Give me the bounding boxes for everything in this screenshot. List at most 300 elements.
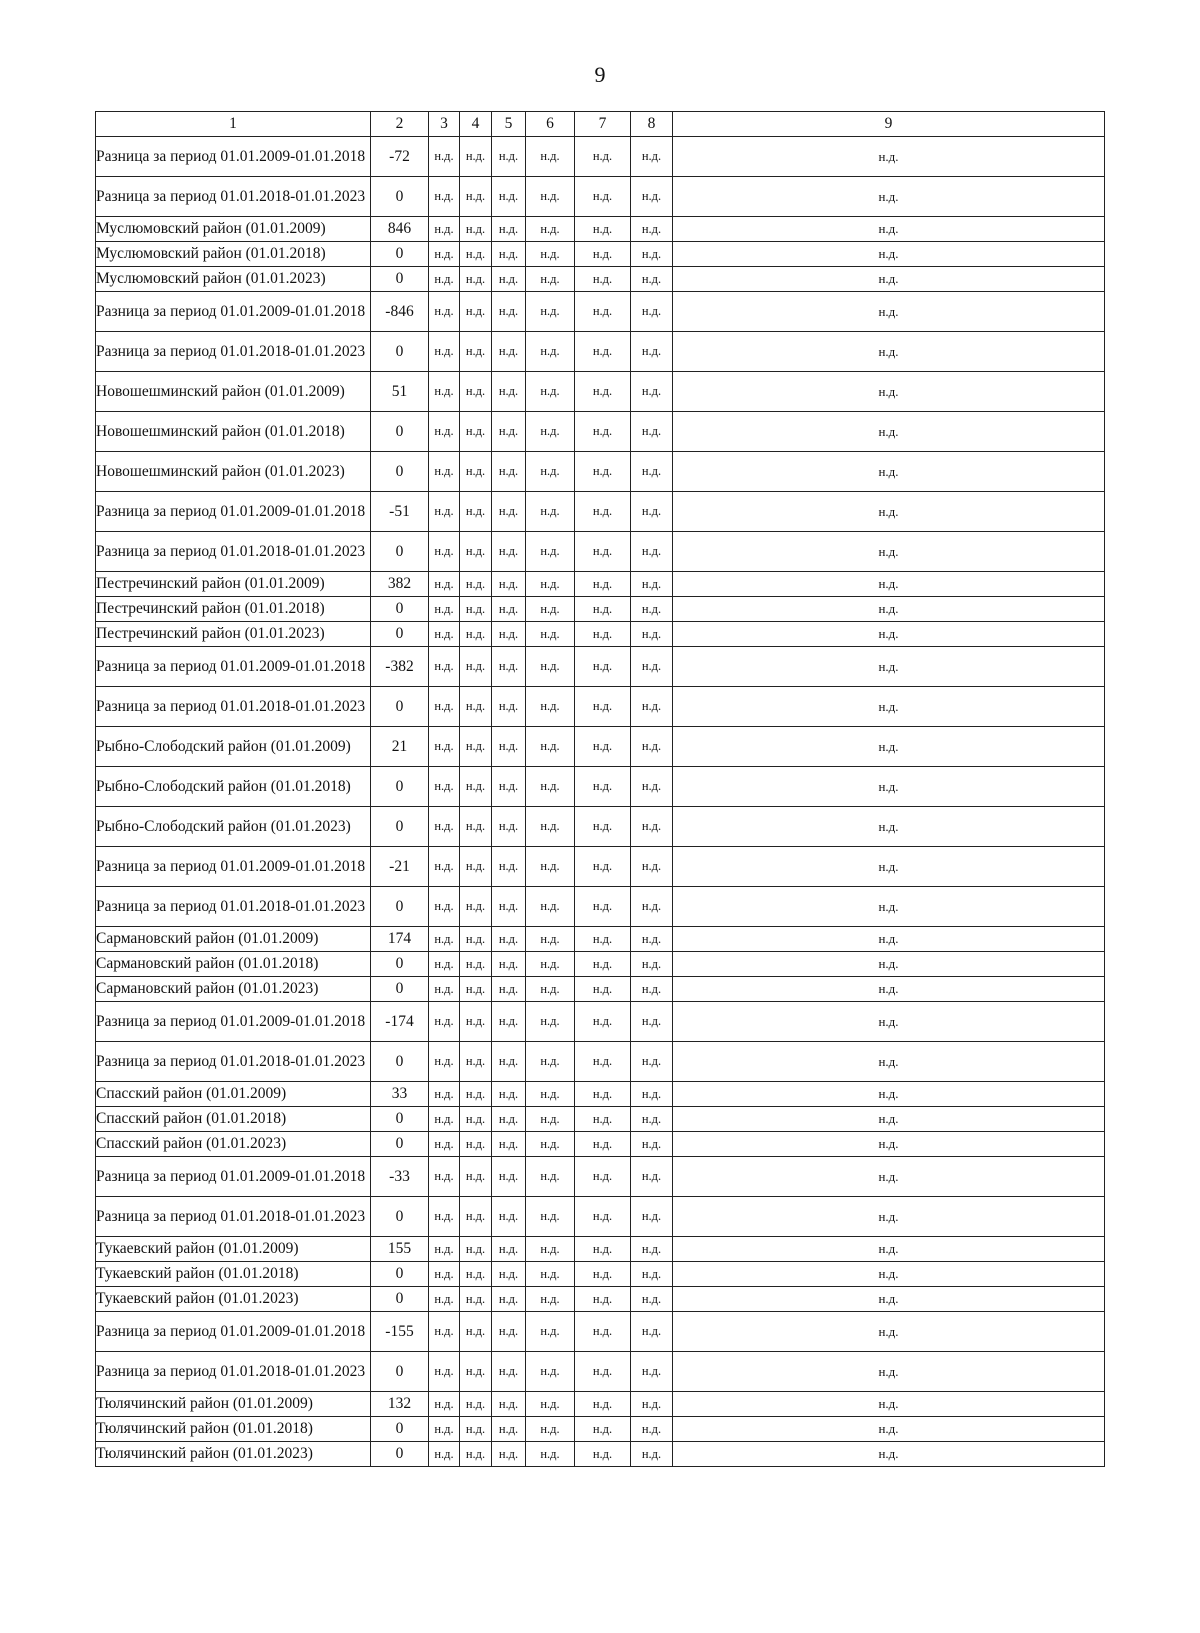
no-data-cell: н.д.	[429, 622, 460, 647]
no-data-cell: н.д.	[492, 572, 526, 597]
table-row	[96, 452, 1105, 492]
no-data-cell: н.д.	[575, 727, 631, 767]
no-data-cell: н.д.	[460, 1197, 492, 1237]
no-data-cell: н.д.	[460, 177, 492, 217]
no-data-cell: н.д.	[460, 1442, 492, 1467]
no-data-cell: н.д.	[492, 952, 526, 977]
no-data-cell: н.д.	[429, 1352, 460, 1392]
row-value: 0	[371, 687, 429, 727]
no-data-cell: н.д.	[492, 1237, 526, 1262]
no-data-cell: н.д.	[673, 1262, 1105, 1287]
header-cell: 2	[371, 112, 429, 137]
no-data-cell: н.д.	[460, 1417, 492, 1442]
header-cell: 6	[526, 112, 575, 137]
no-data-cell: н.д.	[492, 1132, 526, 1157]
row-value: 0	[371, 807, 429, 847]
no-data-cell: н.д.	[429, 217, 460, 242]
no-data-cell: н.д.	[575, 217, 631, 242]
no-data-cell: н.д.	[460, 1082, 492, 1107]
row-value: 174	[371, 927, 429, 952]
table-row	[96, 927, 1105, 952]
no-data-cell: н.д.	[631, 452, 673, 492]
row-label: Муслюмовский район (01.01.2018)	[96, 242, 371, 267]
table-row	[96, 177, 1105, 217]
no-data-cell: н.д.	[460, 887, 492, 927]
no-data-cell: н.д.	[492, 647, 526, 687]
no-data-cell: н.д.	[492, 767, 526, 807]
no-data-cell: н.д.	[575, 1157, 631, 1197]
no-data-cell: н.д.	[575, 977, 631, 1002]
no-data-cell: н.д.	[492, 1107, 526, 1132]
table-row	[96, 952, 1105, 977]
no-data-cell: н.д.	[429, 1237, 460, 1262]
table-row	[96, 597, 1105, 622]
row-label: Пестречинский район (01.01.2009)	[96, 572, 371, 597]
no-data-cell: н.д.	[526, 137, 575, 177]
no-data-cell: н.д.	[673, 332, 1105, 372]
row-label: Разница за период 01.01.2009-01.01.2018	[96, 1002, 371, 1042]
no-data-cell: н.д.	[575, 622, 631, 647]
row-value: -51	[371, 492, 429, 532]
row-label: Новошешминский район (01.01.2023)	[96, 452, 371, 492]
no-data-cell: н.д.	[429, 1287, 460, 1312]
no-data-cell: н.д.	[492, 532, 526, 572]
row-value: 0	[371, 1287, 429, 1312]
no-data-cell: н.д.	[673, 767, 1105, 807]
no-data-cell: н.д.	[526, 532, 575, 572]
header-cell: 1	[96, 112, 371, 137]
row-value: 0	[371, 1132, 429, 1157]
row-value: 0	[371, 332, 429, 372]
header-cell: 3	[429, 112, 460, 137]
no-data-cell: н.д.	[673, 492, 1105, 532]
no-data-cell: н.д.	[460, 242, 492, 267]
no-data-cell: н.д.	[429, 647, 460, 687]
row-label: Спасский район (01.01.2009)	[96, 1082, 371, 1107]
no-data-cell: н.д.	[673, 1312, 1105, 1352]
no-data-cell: н.д.	[492, 1442, 526, 1467]
no-data-cell: н.д.	[631, 1082, 673, 1107]
no-data-cell: н.д.	[673, 687, 1105, 727]
no-data-cell: н.д.	[673, 1442, 1105, 1467]
row-label: Разница за период 01.01.2018-01.01.2023	[96, 1197, 371, 1237]
table-row	[96, 807, 1105, 847]
row-label: Разница за период 01.01.2018-01.01.2023	[96, 532, 371, 572]
table-row	[96, 217, 1105, 242]
row-value: 0	[371, 1442, 429, 1467]
no-data-cell: н.д.	[492, 137, 526, 177]
no-data-cell: н.д.	[492, 292, 526, 332]
no-data-cell: н.д.	[429, 1417, 460, 1442]
no-data-cell: н.д.	[575, 952, 631, 977]
no-data-cell: н.д.	[673, 217, 1105, 242]
no-data-cell: н.д.	[460, 1042, 492, 1082]
no-data-cell: н.д.	[526, 292, 575, 332]
no-data-cell: н.д.	[575, 1082, 631, 1107]
row-value: 0	[371, 887, 429, 927]
no-data-cell: н.д.	[429, 572, 460, 597]
no-data-cell: н.д.	[526, 1002, 575, 1042]
no-data-cell: н.д.	[575, 572, 631, 597]
no-data-cell: н.д.	[673, 1042, 1105, 1082]
no-data-cell: н.д.	[429, 177, 460, 217]
no-data-cell: н.д.	[460, 217, 492, 242]
row-label: Сармановский район (01.01.2018)	[96, 952, 371, 977]
no-data-cell: н.д.	[631, 597, 673, 622]
no-data-cell: н.д.	[673, 727, 1105, 767]
no-data-cell: н.д.	[575, 267, 631, 292]
table-row	[96, 687, 1105, 727]
no-data-cell: н.д.	[631, 1237, 673, 1262]
no-data-cell: н.д.	[526, 1352, 575, 1392]
no-data-cell: н.д.	[575, 292, 631, 332]
row-value: -33	[371, 1157, 429, 1197]
no-data-cell: н.д.	[575, 1287, 631, 1312]
no-data-cell: н.д.	[526, 1082, 575, 1107]
no-data-cell: н.д.	[492, 1002, 526, 1042]
row-label: Рыбно-Слободский район (01.01.2018)	[96, 767, 371, 807]
no-data-cell: н.д.	[631, 927, 673, 952]
no-data-cell: н.д.	[631, 767, 673, 807]
row-value: 0	[371, 767, 429, 807]
row-value: 21	[371, 727, 429, 767]
row-label: Разница за период 01.01.2009-01.01.2018	[96, 647, 371, 687]
row-label: Разница за период 01.01.2018-01.01.2023	[96, 687, 371, 727]
no-data-cell: н.д.	[575, 1197, 631, 1237]
no-data-cell: н.д.	[631, 647, 673, 687]
no-data-cell: н.д.	[492, 847, 526, 887]
table-row	[96, 1352, 1105, 1392]
no-data-cell: н.д.	[460, 372, 492, 412]
row-value: -846	[371, 292, 429, 332]
no-data-cell: н.д.	[460, 597, 492, 622]
no-data-cell: н.д.	[575, 1002, 631, 1042]
no-data-cell: н.д.	[460, 727, 492, 767]
no-data-cell: н.д.	[575, 137, 631, 177]
no-data-cell: н.д.	[631, 1042, 673, 1082]
row-value: 0	[371, 412, 429, 452]
no-data-cell: н.д.	[429, 532, 460, 572]
table-row	[96, 622, 1105, 647]
no-data-cell: н.д.	[429, 1157, 460, 1197]
no-data-cell: н.д.	[631, 217, 673, 242]
row-label: Тюлячинский район (01.01.2018)	[96, 1417, 371, 1442]
no-data-cell: н.д.	[429, 1442, 460, 1467]
no-data-cell: н.д.	[673, 1417, 1105, 1442]
no-data-cell: н.д.	[429, 597, 460, 622]
no-data-cell: н.д.	[492, 492, 526, 532]
row-label: Разница за период 01.01.2018-01.01.2023	[96, 1352, 371, 1392]
row-value: 382	[371, 572, 429, 597]
table-row	[96, 1002, 1105, 1042]
no-data-cell: н.д.	[673, 807, 1105, 847]
table-row	[96, 1237, 1105, 1262]
table-row	[96, 977, 1105, 1002]
table-row	[96, 292, 1105, 332]
no-data-cell: н.д.	[526, 952, 575, 977]
no-data-cell: н.д.	[631, 1197, 673, 1237]
no-data-cell: н.д.	[492, 217, 526, 242]
no-data-cell: н.д.	[492, 1287, 526, 1312]
no-data-cell: н.д.	[460, 687, 492, 727]
row-value: 0	[371, 267, 429, 292]
no-data-cell: н.д.	[673, 887, 1105, 927]
no-data-cell: н.д.	[526, 647, 575, 687]
no-data-cell: н.д.	[673, 1392, 1105, 1417]
no-data-cell: н.д.	[631, 1352, 673, 1392]
row-label: Муслюмовский район (01.01.2009)	[96, 217, 371, 242]
row-value: 846	[371, 217, 429, 242]
row-value: 0	[371, 1262, 429, 1287]
row-value: 155	[371, 1237, 429, 1262]
row-label: Разница за период 01.01.2009-01.01.2018	[96, 847, 371, 887]
table-row	[96, 332, 1105, 372]
no-data-cell: н.д.	[492, 622, 526, 647]
header-cell: 8	[631, 112, 673, 137]
no-data-cell: н.д.	[673, 977, 1105, 1002]
no-data-cell: н.д.	[575, 1262, 631, 1287]
no-data-cell: н.д.	[575, 1442, 631, 1467]
no-data-cell: н.д.	[575, 412, 631, 452]
row-label: Разница за период 01.01.2009-01.01.2018	[96, 1157, 371, 1197]
no-data-cell: н.д.	[429, 137, 460, 177]
no-data-cell: н.д.	[526, 767, 575, 807]
row-label: Тукаевский район (01.01.2023)	[96, 1287, 371, 1312]
no-data-cell: н.д.	[526, 1442, 575, 1467]
no-data-cell: н.д.	[631, 1392, 673, 1417]
row-value: 0	[371, 1107, 429, 1132]
no-data-cell: н.д.	[631, 292, 673, 332]
no-data-cell: н.д.	[526, 1157, 575, 1197]
no-data-cell: н.д.	[429, 1312, 460, 1352]
no-data-cell: н.д.	[460, 412, 492, 452]
no-data-cell: н.д.	[575, 242, 631, 267]
no-data-cell: н.д.	[460, 137, 492, 177]
no-data-cell: н.д.	[575, 1392, 631, 1417]
table-row	[96, 492, 1105, 532]
no-data-cell: н.д.	[526, 1392, 575, 1417]
no-data-cell: н.д.	[526, 372, 575, 412]
no-data-cell: н.д.	[575, 647, 631, 687]
no-data-cell: н.д.	[575, 492, 631, 532]
row-value: 132	[371, 1392, 429, 1417]
no-data-cell: н.д.	[526, 847, 575, 887]
no-data-cell: н.д.	[631, 267, 673, 292]
no-data-cell: н.д.	[526, 1237, 575, 1262]
no-data-cell: н.д.	[526, 242, 575, 267]
row-value: 0	[371, 452, 429, 492]
no-data-cell: н.д.	[460, 1287, 492, 1312]
row-label: Разница за период 01.01.2009-01.01.2018	[96, 292, 371, 332]
no-data-cell: н.д.	[631, 1442, 673, 1467]
no-data-cell: н.д.	[631, 1132, 673, 1157]
row-label: Тюлячинский район (01.01.2023)	[96, 1442, 371, 1467]
no-data-cell: н.д.	[460, 1312, 492, 1352]
no-data-cell: н.д.	[526, 1287, 575, 1312]
no-data-cell: н.д.	[492, 1082, 526, 1107]
row-label: Спасский район (01.01.2023)	[96, 1132, 371, 1157]
no-data-cell: н.д.	[673, 242, 1105, 267]
table-row	[96, 1157, 1105, 1197]
no-data-cell: н.д.	[526, 1197, 575, 1237]
row-value: -382	[371, 647, 429, 687]
no-data-cell: н.д.	[575, 887, 631, 927]
row-value: 33	[371, 1082, 429, 1107]
no-data-cell: н.д.	[673, 847, 1105, 887]
no-data-cell: н.д.	[429, 687, 460, 727]
table-row	[96, 572, 1105, 597]
table-row	[96, 1132, 1105, 1157]
no-data-cell: н.д.	[460, 952, 492, 977]
no-data-cell: н.д.	[460, 767, 492, 807]
no-data-cell: н.д.	[492, 1262, 526, 1287]
no-data-cell: н.д.	[492, 1352, 526, 1392]
no-data-cell: н.д.	[526, 1132, 575, 1157]
no-data-cell: н.д.	[673, 1287, 1105, 1312]
no-data-cell: н.д.	[575, 1132, 631, 1157]
no-data-cell: н.д.	[631, 887, 673, 927]
no-data-cell: н.д.	[429, 267, 460, 292]
row-label: Разница за период 01.01.2009-01.01.2018	[96, 137, 371, 177]
no-data-cell: н.д.	[575, 332, 631, 372]
row-label: Муслюмовский район (01.01.2023)	[96, 267, 371, 292]
no-data-cell: н.д.	[631, 1157, 673, 1197]
no-data-cell: н.д.	[492, 977, 526, 1002]
no-data-cell: н.д.	[673, 597, 1105, 622]
no-data-cell: н.д.	[631, 622, 673, 647]
no-data-cell: н.д.	[526, 572, 575, 597]
no-data-cell: н.д.	[492, 807, 526, 847]
table-row	[96, 1107, 1105, 1132]
no-data-cell: н.д.	[526, 887, 575, 927]
no-data-cell: н.д.	[631, 807, 673, 847]
no-data-cell: н.д.	[673, 572, 1105, 597]
no-data-cell: н.д.	[575, 1042, 631, 1082]
no-data-cell: н.д.	[631, 952, 673, 977]
no-data-cell: н.д.	[460, 532, 492, 572]
no-data-cell: н.д.	[492, 1417, 526, 1442]
no-data-cell: н.д.	[429, 292, 460, 332]
no-data-cell: н.д.	[492, 887, 526, 927]
no-data-cell: н.д.	[460, 1157, 492, 1197]
table-row	[96, 1197, 1105, 1237]
table-row	[96, 532, 1105, 572]
header-cell: 7	[575, 112, 631, 137]
no-data-cell: н.д.	[526, 927, 575, 952]
header-cell: 4	[460, 112, 492, 137]
no-data-cell: н.д.	[526, 1107, 575, 1132]
table-row	[96, 887, 1105, 927]
no-data-cell: н.д.	[429, 977, 460, 1002]
no-data-cell: н.д.	[429, 412, 460, 452]
no-data-cell: н.д.	[460, 292, 492, 332]
no-data-cell: н.д.	[575, 1107, 631, 1132]
no-data-cell: н.д.	[673, 1107, 1105, 1132]
row-value: 0	[371, 1197, 429, 1237]
no-data-cell: н.д.	[429, 242, 460, 267]
no-data-cell: н.д.	[673, 622, 1105, 647]
no-data-cell: н.д.	[631, 847, 673, 887]
table-row	[96, 267, 1105, 292]
no-data-cell: н.д.	[526, 412, 575, 452]
no-data-cell: н.д.	[460, 492, 492, 532]
no-data-cell: н.д.	[492, 1157, 526, 1197]
no-data-cell: н.д.	[631, 1287, 673, 1312]
table-row	[96, 647, 1105, 687]
table-row	[96, 412, 1105, 452]
no-data-cell: н.д.	[673, 952, 1105, 977]
no-data-cell: н.д.	[460, 267, 492, 292]
header-cell: 9	[673, 112, 1105, 137]
table-row	[96, 242, 1105, 267]
no-data-cell: н.д.	[429, 1082, 460, 1107]
no-data-cell: н.д.	[492, 452, 526, 492]
no-data-cell: н.д.	[460, 452, 492, 492]
no-data-cell: н.д.	[492, 1197, 526, 1237]
table-row	[96, 1312, 1105, 1352]
row-label: Разница за период 01.01.2009-01.01.2018	[96, 492, 371, 532]
row-label: Разница за период 01.01.2009-01.01.2018	[96, 1312, 371, 1352]
row-value: -21	[371, 847, 429, 887]
no-data-cell: н.д.	[575, 1312, 631, 1352]
no-data-cell: н.д.	[631, 177, 673, 217]
table-row	[96, 137, 1105, 177]
row-value: 0	[371, 952, 429, 977]
row-value: 0	[371, 622, 429, 647]
row-value: 0	[371, 977, 429, 1002]
no-data-cell: н.д.	[429, 1392, 460, 1417]
table-row	[96, 1262, 1105, 1287]
no-data-cell: н.д.	[429, 492, 460, 532]
row-label: Сармановский район (01.01.2023)	[96, 977, 371, 1002]
row-value: 0	[371, 1042, 429, 1082]
row-value: -155	[371, 1312, 429, 1352]
no-data-cell: н.д.	[429, 1042, 460, 1082]
row-value: 0	[371, 242, 429, 267]
no-data-cell: н.д.	[673, 452, 1105, 492]
row-label: Тукаевский район (01.01.2009)	[96, 1237, 371, 1262]
no-data-cell: н.д.	[673, 267, 1105, 292]
no-data-cell: н.д.	[492, 597, 526, 622]
no-data-cell: н.д.	[492, 1392, 526, 1417]
no-data-cell: н.д.	[673, 412, 1105, 452]
row-label: Тукаевский район (01.01.2018)	[96, 1262, 371, 1287]
no-data-cell: н.д.	[429, 1197, 460, 1237]
no-data-cell: н.д.	[492, 927, 526, 952]
row-value: 0	[371, 532, 429, 572]
row-value: 0	[371, 1352, 429, 1392]
no-data-cell: н.д.	[429, 1262, 460, 1287]
row-value: 0	[371, 1417, 429, 1442]
no-data-cell: н.д.	[673, 1197, 1105, 1237]
no-data-cell: н.д.	[460, 847, 492, 887]
row-label: Тюлячинский район (01.01.2009)	[96, 1392, 371, 1417]
row-label: Спасский район (01.01.2018)	[96, 1107, 371, 1132]
row-label: Рыбно-Слободский район (01.01.2009)	[96, 727, 371, 767]
no-data-cell: н.д.	[526, 332, 575, 372]
no-data-cell: н.д.	[575, 807, 631, 847]
no-data-cell: н.д.	[631, 1262, 673, 1287]
table-row	[96, 1417, 1105, 1442]
table-row	[96, 1392, 1105, 1417]
no-data-cell: н.д.	[673, 177, 1105, 217]
table-row	[96, 1287, 1105, 1312]
no-data-cell: н.д.	[526, 687, 575, 727]
no-data-cell: н.д.	[631, 687, 673, 727]
no-data-cell: н.д.	[673, 647, 1105, 687]
table-row	[96, 727, 1105, 767]
table-header-row	[96, 112, 1105, 137]
